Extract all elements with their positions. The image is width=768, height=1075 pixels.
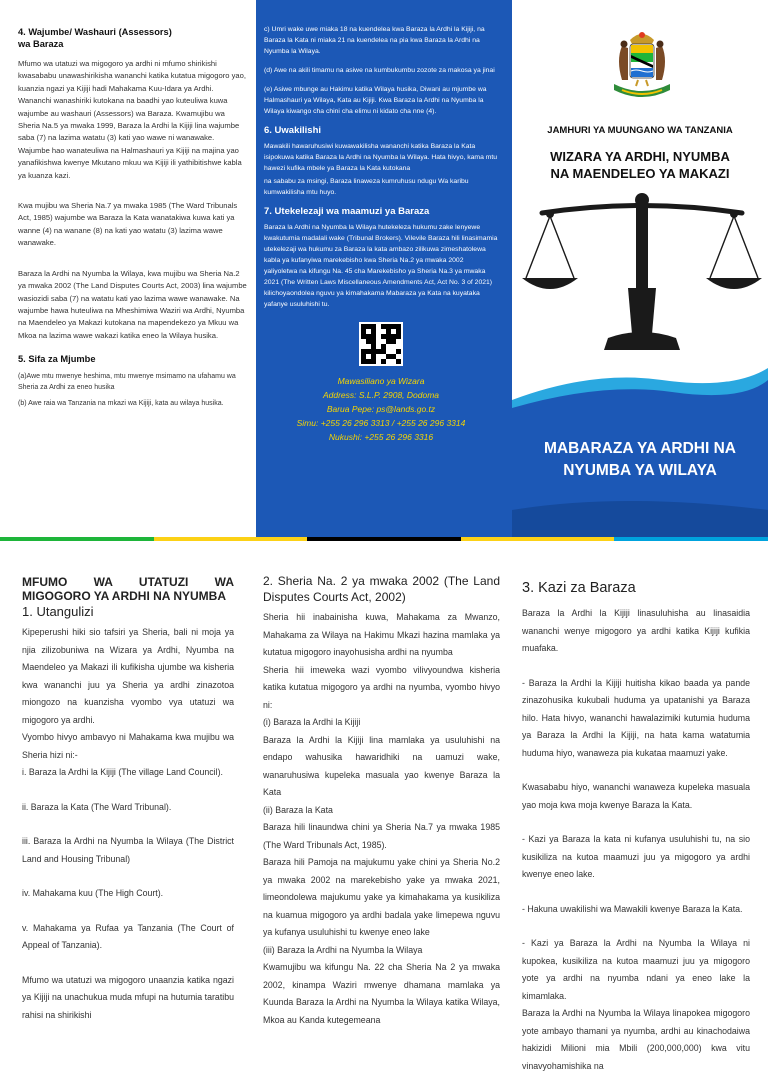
functions-panel xyxy=(512,541,768,1071)
law-para-3: Baraza la Ardhi la Kijiji lina mamlaka ya usuluhishi na endapo wahusika hawaridhiki na uamuzi wake, wanaruhusiwa kupeleka masuala yao kwenye Baraza la Kata xyxy=(263,734,500,797)
functions-para-7: Baraza la Ardhi na Nyumba la Wilaya linapokea migogoro yote ambayo thamani ya nyumba, ardhi au kinachodaiwa hakizidi Milioni mia Mbili (200,000,000) kwa vitu vinavyohamishika na xyxy=(522,1008,750,1071)
law-sub-ii: (ii) Baraza la Kata xyxy=(263,804,333,815)
assessors-para-2: Kwa mujibu wa Sheria Na.7 ya mwaka 1985 (The Ward Tribunals Act, 1985) wajumbe wa Baraza la Kata wanatakiwa kuwa kati ya wanne (4) na wanane (8) na kati yao watatu (3) lazima wawe wanawake. xyxy=(18,201,238,248)
contact-title: Mawasiliano ya Wizara xyxy=(337,376,425,386)
law-panel xyxy=(256,541,512,1024)
contact-fax: Nukushi: +255 26 296 3316 xyxy=(328,432,434,442)
cover-title xyxy=(512,438,768,482)
qr-module xyxy=(396,359,401,364)
assessors-heading xyxy=(18,26,248,50)
law-heading: 2. Sheria Na. 2 ya mwaka 2002 (The Land Disputes Courts Act, 2002) xyxy=(263,574,500,604)
ministry-name xyxy=(512,148,768,182)
functions-para-2: - Baraza la Ardhi la Kijiji huitisha kikao baada ya pande zinazohusika kukubali huduma ya upatanishi ya Baraza hilo. Hata hivyo, wananchi hawalazimiki kutumia huduma ya Baraza la Ardhi la Kijiji, na hata kama watatumia huduma hiyo, wanaweza pia kukataa maamuzi yake. xyxy=(522,677,750,758)
law-para-4: Baraza hili linaundwa chini ya Sheria Na.7 ya mwaka 1985 (The Ward Tribunals Act, 1985). xyxy=(263,822,500,850)
coat-of-arms-icon xyxy=(600,24,684,108)
representation-para-1: Mawakili hawaruhusiwi kuwawakilisha wananchi katika Baraza la Kata isipokuwa katika Baraza la Ardhi na Nyumba la Wilaya. Hata hivyo, kama mtu hawezi kufika mbele ya Baraza la Kata kutokana xyxy=(264,143,498,172)
court-item-iv: iv. Mahakama kuu (The High Court). xyxy=(22,888,164,898)
functions-para-4: - Kazi ya Baraza la kata ni kufanya usuluhishi tu, na sio kusikiliza na kutoa maamuzi juu ya migogoro ya ardhi kwenye eneo lake. xyxy=(522,834,750,879)
assessors-para-1: Mfumo wa utatuzi wa migogoro ya ardhi ni mfumo shirikishi kwasababu unawashirikisha wananchi katika kutatua migogoro yao, kuanzia ngazi ya Kijiji hadi Mahakama Kuu-Idara ya Ardhi. Wananchi wanashiriki kutokana na baadhi yao kuteuliwa kuwa wajumbe au washauri (Assessors) wa Baraza. Kwamujibu wa Sheria Na.5 ya mwaka 1999, Baraza la Ardhi la Kijiji lina wajumbe saba (7) na lazima watatu (3) kati yao wawe ni wanawake. Wajumbe hao wanateuliwa na Halmashauri ya Kijiji na majina yao yanafikishwa kwenye Mkutano mkuu wa Kijiji ili yathibitishwe kabla ya kuanza kazi. xyxy=(18,59,246,180)
intro-para-2: Vyombo hivyo ambavyo ni Mahakama kwa mujibu wa Sheria hizi ni:- xyxy=(22,732,234,760)
functions-para-6: - Kazi ya Baraza la Ardhi na Nyumba la Wilaya ni kupokea, kusikiliza na kutoa maamuzi juu ya migogoro yote ya ardhi na nyumba ndani ya eneo lake la kimamlaka. xyxy=(522,938,750,1001)
introduction-subheading: 1. Utangulizi xyxy=(22,604,94,619)
law-para-6: Kwamujibu wa kifungu Na. 22 cha Sheria Na 2 ya mwaka 2002, kinampa Waziri mwenye dhamana mamlaka ya Kuunda Baraza la Ardhi na Nyumba la Wilaya katika Wilaya, Mkoa au Kanda kutegemeana xyxy=(263,962,500,1025)
qualification-a: (a)Awe mtu mwenye heshima, mtu mwenye msimamo na ufahamu wa Sheria za Ardhi za eneo husika xyxy=(18,373,236,391)
intro-para-1: Kipeperushi hiki sio tafsiri ya Sheria, bali ni moja ya njia zilizobuniwa na Wizara ya Ardhi, Nyumba na Maendeleo ya Makazi ili kufikisha ujumbe wa kisheria kwa wananchi juu ya Sheria ya ardhi zinazotoa miongozo na kuanzisha vyombo vya utatuzi wa migogoro ya ardhi. xyxy=(22,627,234,725)
intro-panel xyxy=(0,541,256,1024)
court-item-i: i. Baraza la Ardhi la Kijiji (The village Land Council). xyxy=(22,767,223,777)
assessors-heading-line2: wa Baraza xyxy=(18,39,64,49)
contact-address: Address: S.L.P. 2908, Dodoma xyxy=(322,390,440,400)
law-para-1: Sheria hii inabainisha kuwa, Mahakama za Mwanzo, Mahakama za Wilaya na Hakimu Mkazi hazina mamlaka ya kutatua migogoro inayohusisha ardhi na nyumba xyxy=(263,612,500,657)
qr-code[interactable] xyxy=(359,322,403,366)
assessors-heading-line1: 4. Wajumbe/ Washauri (Assessors) xyxy=(18,27,172,37)
court-item-v: v. Mahakama ya Rufaa ya Tanzania (The Court of Appeal of Tanzania). xyxy=(22,922,234,950)
qualification-c: c) Umri wake uwe miaka 18 na kuendelea kwa Baraza la Ardhi la Kijiji, na Baraza la Kata ni miaka 21 na kuendelea na pia kwa Baraza la Ardhi na Nyumba la Wilaya. xyxy=(264,26,485,55)
scales-of-justice-icon xyxy=(522,178,762,368)
contact-block xyxy=(264,374,498,444)
functions-para-5: - Hakuna uwakilishi wa Mawakili kwenye Baraza la Kata. xyxy=(522,903,743,914)
assessors-para-3: Baraza la Ardhi na Nyumba la Wilaya, kwa mujibu wa Sheria Na.2 ya mwaka 2002 (The Land Disputes Courts Act, 2003) lina wajumbe wasiozidi saba (7) na watatu kati yao lazima wawe wanawake. Na wajumbe hawa huteuliwa na Mheshimiwa Waziri wa Ardhi, Nyumba na Maendeleo ya Makazi kutokana na mapendekezo ya Mkuu wa Mkoa na lazima wawe wakazi katika eneo la Wilaya husika. xyxy=(18,268,247,340)
dispute-system-heading: MFUMO WA UTATUZI WA MIGOGORO YA ARDHI NA NYUMBA xyxy=(22,575,234,603)
qualification-b: (b) Awe raia wa Tanzania na mkazi wa Kijiji, kata au wilaya husika. xyxy=(18,400,224,408)
intro-para-3: Mfumo wa utatuzi wa migogoro unaanzia katika ngazi ya Kijiji na unachukua muda mfupi na hutumia taratibu rahisi na shirikishi xyxy=(22,974,234,1020)
cover-title-line1: MABARAZA YA ARDHI NA xyxy=(543,440,737,457)
court-item-ii: ii. Baraza la Kata (The Ward Tribunal). xyxy=(22,801,172,812)
republic-name: JAMHURI YA MUUNGANO WA TANZANIA xyxy=(547,125,733,136)
functions-para-1: Baraza la Ardhi la Kijiji linasuluhisha au linasaidia wananchi wenye migogoro ya ardhi katika Kijiji kufikia muafaka. xyxy=(522,608,750,653)
law-para-2: Sheria hii imeweka wazi vyombo vilivyoundwa kisheria katika kutatua migogoro ya ardhi na nyumba, vyombo hivyo ni: xyxy=(263,664,500,710)
blue-info-panel xyxy=(256,0,512,538)
enforcement-para: Baraza la Ardhi na Nyumba la Wilaya hutekeleza hukumu zake lenyewe kwakutumia madalali wake (Tribunal Brokers). Vilevile Baraza hili linasimamia utekelezaji wa hukumu za Baraza la kata ambazo zilikuwa zimeshatolewa kabla ya kufanyiwa marekebisho kwa Sheria Na.2 ya mwaka 2002 yaliyoletwa na kifungu Na. 45 cha Marekebisho ya Sheria Na.3 ya mwaka 2021 (The Written Laws Miscellaneous Amendments Act, Act No. 3 of 2021) kilichoyaondolea nguvu ya kimahakama Mabaraza ya Kata na kuyataka yafanye usuluhishi tu. xyxy=(264,224,498,308)
ministry-name-line1: WIZARA YA ARDHI, NYUMBA xyxy=(550,149,730,164)
brochure-inner-side xyxy=(0,541,768,1071)
cover-title-line2: NYUMBA YA WILAYA xyxy=(563,462,717,479)
enforcement-heading: 7. Utekelezaji wa maamuzi ya Baraza xyxy=(264,206,430,217)
functions-para-3: Kwasababu hiyo, wananchi wanaweza kupeleka masuala yao moja kwa moja kwenye Baraza la Kata. xyxy=(522,782,750,810)
qualification-d: (d) Awe na akili timamu na asiwe na kumbukumbu zozote za makosa ya jinai xyxy=(264,67,495,74)
ministry-name-line2: NA MAENDELEO YA MAKAZI xyxy=(550,166,730,181)
court-item-iii: iii. Baraza la Ardhi na Nyumba la Wilaya (The District Land and Housing Tribunal) xyxy=(22,836,234,864)
law-para-5: Baraza hili Pamoja na majukumu yake chini ya Sheria No.2 ya mwaka 2002 na marekebisho yake ya mwaka 2021, limeondolewa majukumu yake ya kimahakama ya kusikiliza na kuamua migogoro ya ardhi badala yake limepewa nguvu ya kufanya usuluhishi tu kwenye eneo lake xyxy=(263,857,500,937)
cover-panel xyxy=(512,0,768,538)
member-qualifications-heading: 5. Sifa za Mjumbe xyxy=(18,354,96,365)
representation-heading: 6. Uwakilishi xyxy=(264,125,322,136)
functions-heading: 3. Kazi za Baraza xyxy=(522,580,636,596)
representation-para-2: na sababu za msingi, Baraza linaweza kumruhusu ndugu Wa karibu kumwakilisha mtu huyo. xyxy=(264,178,469,196)
law-sub-iii: (iii) Baraza la Ardhi na Nyumba la Wilaya xyxy=(263,944,423,955)
contact-phone[interactable]: Simu: +255 26 296 3313 / +255 26 296 3314 xyxy=(296,418,466,428)
law-sub-i: (i) Baraza la Ardhi la Kijiji xyxy=(263,717,361,727)
qualification-e: (e) Asiwe mbunge au Hakimu katika Wilaya husika, Diwani au mjumbe wa Halmashauri ya Wilaya, Kata au Kijiji. Kwa Baraza la Ardhi na Nyumba la Wilaya kiwango cha chini cha elimu ni kidato cha nne (4). xyxy=(264,86,487,115)
contact-email[interactable]: Barua Pepe: ps@lands.go.tz xyxy=(326,404,436,414)
assessors-panel xyxy=(0,0,256,538)
